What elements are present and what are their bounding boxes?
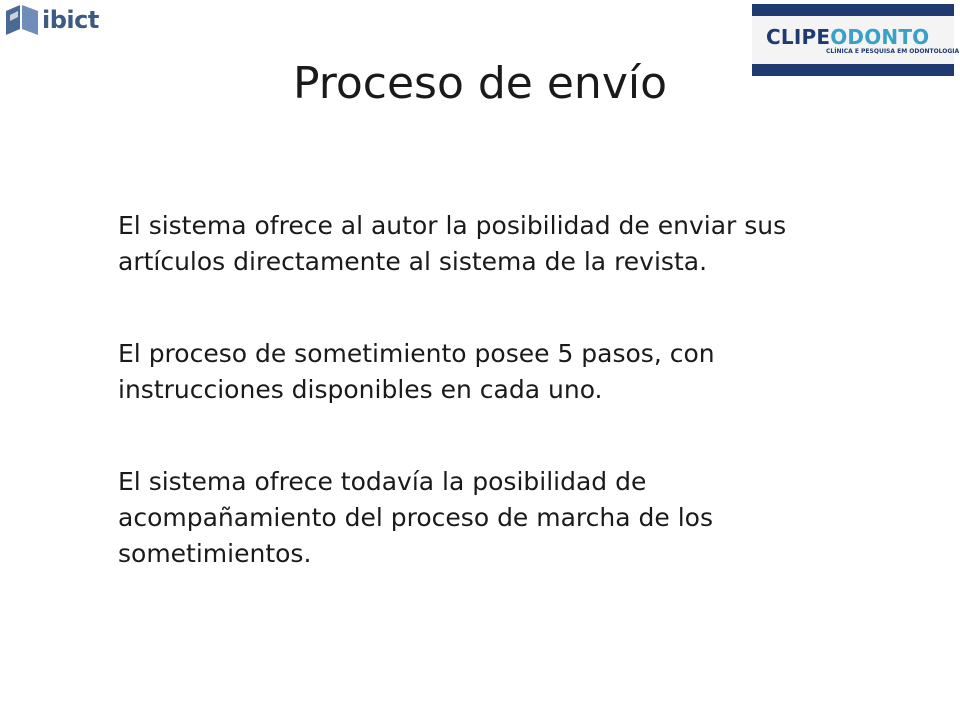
- paragraph-steps: El proceso de sometimiento posee 5 pasos, con instrucciones disponibles en cada uno.: [118, 339, 715, 404]
- ibict-logo: [4, 2, 99, 38]
- paragraph-tracking: El sistema ofrece todavía la posibilidad de acompañamiento del proceso de marcha de los sometimientos.: [118, 467, 713, 568]
- slide-title: Proceso de envío: [292, 58, 668, 109]
- logo-band-top: [752, 4, 954, 16]
- ibict-logo-text: ibict: [42, 6, 99, 34]
- paragraph-submission: El sistema ofrece al autor la posibilidad de enviar sus artículos directamente al sistema de la revista.: [118, 211, 787, 276]
- ibict-book-icon: [4, 3, 40, 37]
- slide-body: [118, 208, 838, 628]
- clipeodonto-subtitle: CLÍNICA E PESQUISA EM ODONTOLOGIA: [826, 48, 960, 55]
- clipeodonto-name: [766, 25, 929, 49]
- clipeodonto-name-part1: CLIPE: [766, 25, 831, 49]
- clipeodonto-name-part2: ODONTO: [830, 25, 930, 49]
